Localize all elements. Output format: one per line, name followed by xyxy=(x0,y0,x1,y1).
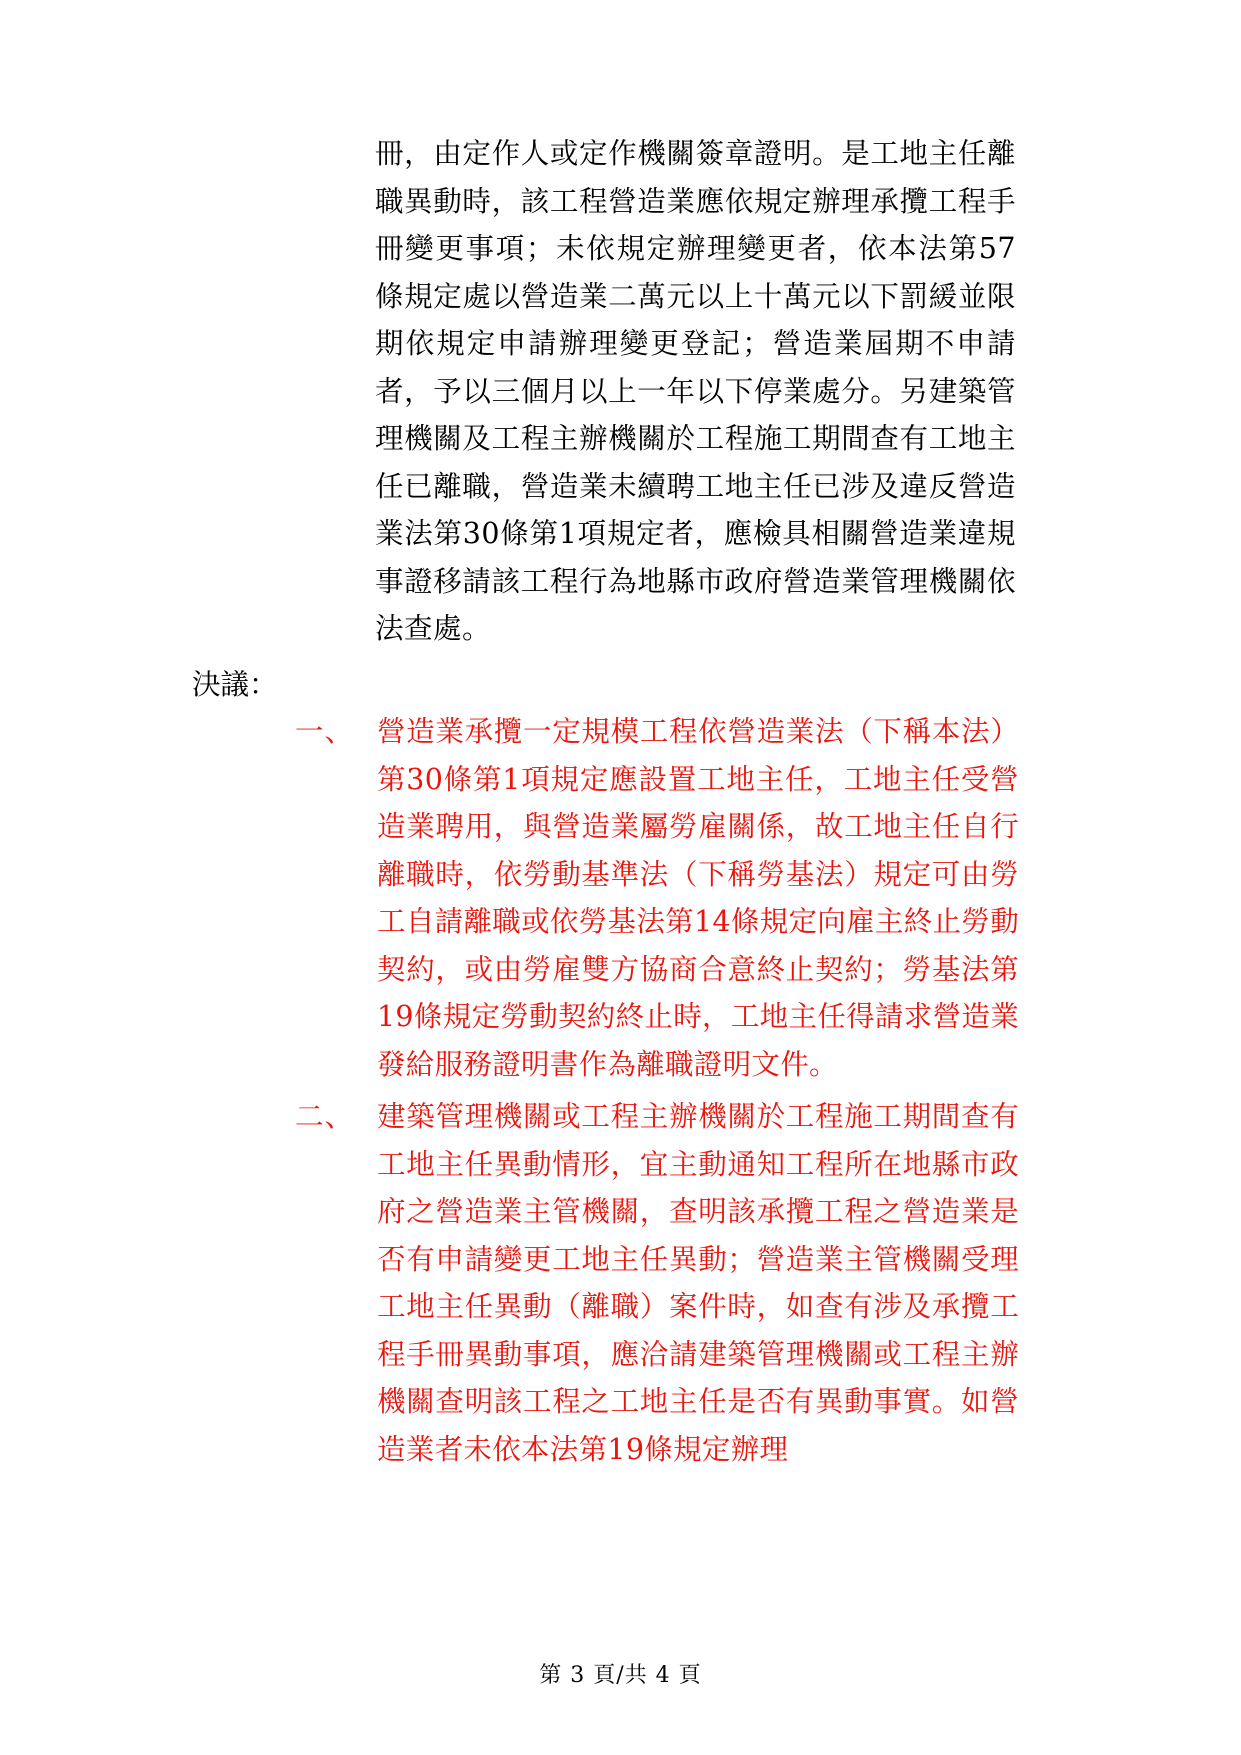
resolution-item-2-marker: 二、 xyxy=(295,1100,355,1133)
resolution-item-2-text: 建築管理機關或工程主辦機關於工程施工期間查有工地主任異動情形，宜主動通知工程所在地縣市政府之營造業主管機關，查明該承攬工程之營造業是否有申請變更工地主任異動；營造業主管機關受理工地主任異動（離職）案件時，如查有涉及承攬工程手冊異動事項，應洽請建築管理機關或工程主辦機關查明該工程之工地主任是否有異動事實。如營造業者未依本法第19條規定辦理 xyxy=(377,1100,1019,1466)
lead-paragraph: 冊，由定作人或定作機關簽章證明。是工地主任離職異動時，該工程營造業應依規定辦理承攬工程手冊變更事項；未依規定辦理變更者，依本法第57條規定處以營造業二萬元以上十萬元以下罰緩並限期依規定申請辦理變更登記；營造業屆期不申請者，予以三個月以上一年以下停業處分。另建築管理機關及工程主辦機關於工程施工期間查有工地主任已離職，營造業未續聘工地主任已涉及違反營造業法第30條第1項規定者，應檢具相關營造業違規事證移請該工程行為地縣市政府營造業管理機關依法查處。 xyxy=(375,137,1016,645)
resolution-label: 決議： xyxy=(192,667,278,701)
resolution-item-1-text: 營造業承攬一定規模工程依營造業法（下稱本法）第30條第1項規定應設置工地主任，工地主任受營造業聘用，與營造業屬勞雇關係，故工地主任自行離職時，依勞動基準法（下稱勞基法）規定可由勞工自請離職或依勞基法第14條規定向雇主終止勞動契約，或由勞雇雙方協商合意終止契約；勞基法第19條規定勞動契約終止時，工地主任得請求營造業發給服務證明書作為離職證明文件。 xyxy=(377,715,1019,1081)
lead-paragraph-block xyxy=(375,130,1016,653)
resolution-item-1 xyxy=(295,708,1019,1088)
page-footer: 第 3 頁/共 4 頁 xyxy=(539,1663,702,1688)
resolution-item-1-marker: 一、 xyxy=(295,715,355,748)
resolution-item-2 xyxy=(295,1093,1019,1473)
